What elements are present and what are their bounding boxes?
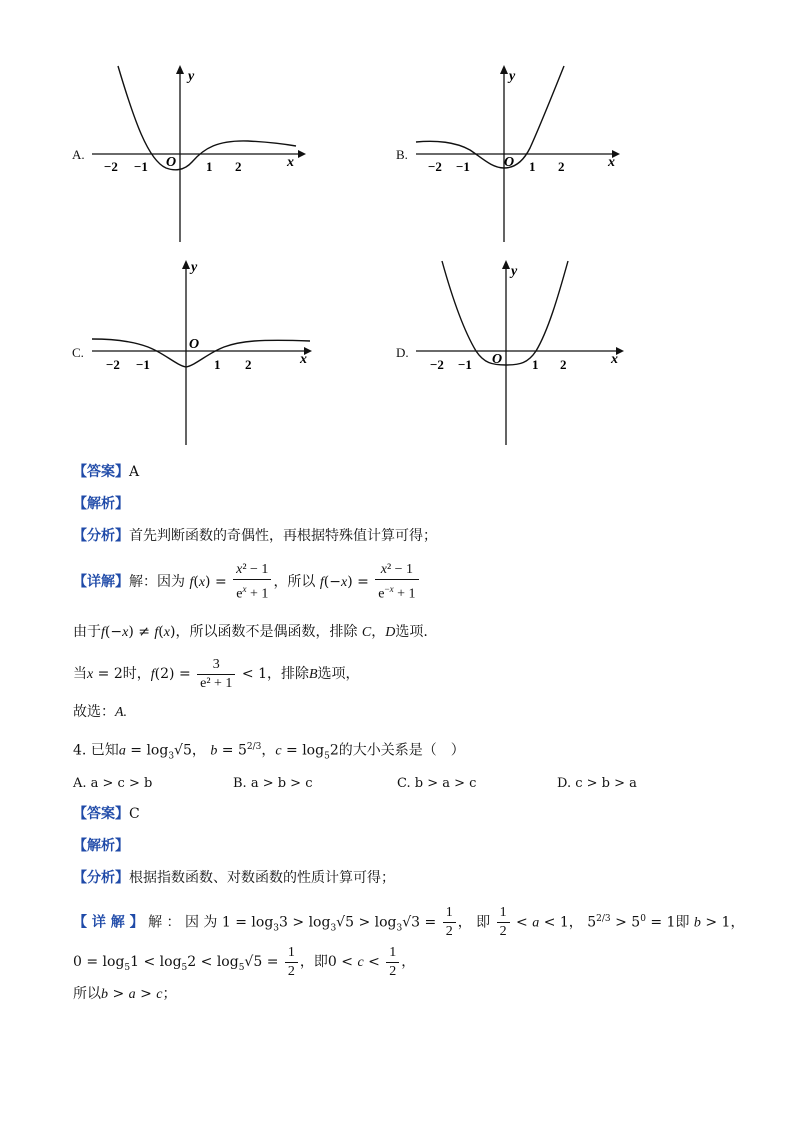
option-b-label: B. <box>396 147 408 162</box>
tick-label: −1 <box>456 159 470 174</box>
answer-value: A <box>129 464 140 480</box>
text: ，排除 <box>266 666 309 682</box>
tick-label: −2 <box>428 159 442 174</box>
text: 选项， <box>317 666 360 682</box>
q4-choices <box>73 774 713 794</box>
origin-label: O <box>492 352 503 367</box>
y-axis-label: y <box>191 260 198 275</box>
graph-option-c <box>88 255 318 450</box>
text: 由于 <box>73 624 101 640</box>
xiangjie-tag: 【 详 解 】 <box>73 914 144 931</box>
option-c-label: C. <box>72 345 84 360</box>
choice-d[interactable]: D. c > b > a <box>557 776 637 791</box>
origin-label: O <box>189 337 200 352</box>
x-axis-label: x <box>300 352 307 367</box>
x-axis-label: x <box>611 352 618 367</box>
xiangjie-text-2: ，所以 <box>273 574 316 590</box>
xiangjie-tag: 【详解】 <box>73 574 129 590</box>
xiangjie-text: 解：因为 <box>129 574 185 590</box>
origin-label: O <box>504 155 515 170</box>
text: 故选： <box>73 704 115 720</box>
tick-label: 2 <box>558 159 565 174</box>
q4-fenxi <box>73 868 395 888</box>
text: ，所以函数不是偶函数，排除 <box>175 624 358 640</box>
answer-tag: 【答案】 <box>73 806 129 822</box>
q4-answer <box>73 804 140 824</box>
fraction: $\frac{1}{2}$ <box>443 904 456 941</box>
q3-analysis-heading <box>73 494 129 514</box>
tick-label: 1 <box>206 159 213 174</box>
option-a-label: A. <box>72 147 85 162</box>
tick-label: 1 <box>214 357 221 372</box>
fraction: $\frac{\text{x² − 1}}{e^{-x} + 1}$ <box>375 561 418 604</box>
q4-xiangjie: 【 详 解 】 解 ： 因 为 $1 = \log_33 > \log_3√5 > \log_3√3$ = $\frac{1}{2}$ ， 即 $\frac{1}{2}$ < a < 1， $5^{2/3} > 5^0 = 1$即 b > 1， <box>73 905 745 940</box>
choice-a[interactable]: A. a > c > b <box>73 776 153 791</box>
graph-option-a <box>88 60 308 250</box>
y-axis-label: y <box>188 69 195 84</box>
tick-label: 2 <box>560 357 567 372</box>
text: 的大小关系是（ ） <box>338 742 465 759</box>
tick-label: −1 <box>134 159 148 174</box>
graph-option-b <box>412 60 632 250</box>
fenxi-text: 根据指数函数、对数函数的性质计算可得； <box>129 870 395 886</box>
x-axis-label: x <box>608 155 615 170</box>
analysis-tag: 【解析】 <box>73 496 129 512</box>
answer-value: C <box>129 806 140 822</box>
q3-xiangjie: 【详解】解：因为 f(x) = $\frac{\text{x² − 1}}{e^x + 1}$ ，所以 f(−x) = $\frac{\text{x² − 1}}{e^{-x} + 1}$ <box>73 560 421 605</box>
tick-label: 2 <box>245 357 252 372</box>
choice-b[interactable]: B. a > b > c <box>233 776 313 791</box>
q4-xiangjie-2: $0 = \log_51 < \log_52 < \log_5√5$ = $\frac{1}{2}$ ，即0 < c < $\frac{1}{2}$ ， <box>73 944 416 979</box>
text: ， 即 <box>457 914 491 931</box>
fenxi-tag: 【分析】 <box>73 870 129 886</box>
fraction: $\frac{1}{2}$ <box>285 944 298 981</box>
q3-parity-line: 由于f(−x) ≠ f(x)，所以函数不是偶函数，排除 C，D选项. <box>73 624 428 640</box>
x-axis-label: x <box>287 155 294 170</box>
fraction: $\frac{\text{x² − 1}}{e^x + 1}$ <box>233 561 271 604</box>
text: ，即 <box>299 954 328 970</box>
formula-fx: f <box>189 575 194 590</box>
q4-analysis-heading <box>73 836 129 856</box>
q4-stem: 4. 已知$a = \log_3√5$， $b = 5^{2/3}$，$c = \log_52$的大小关系是（ ） <box>73 742 465 762</box>
tick-label: −2 <box>104 159 118 174</box>
fraction: $\frac{3}{\text{e² + 1}}$ <box>197 656 235 693</box>
choice-c[interactable]: C. b > a > c <box>397 776 477 791</box>
q4-conclusion: 所以b > a > c； <box>73 986 177 1002</box>
q3-answer <box>73 462 139 482</box>
q3-conclusion <box>73 702 127 723</box>
tick-label: −1 <box>458 357 472 372</box>
tick-label: −1 <box>136 357 150 372</box>
fraction: $\frac{1}{2}$ <box>386 944 399 981</box>
xiangjie-text: 解 ： 因 为 <box>148 914 218 931</box>
answer-letter: A. <box>115 705 128 720</box>
text: 4. 已知 <box>73 742 119 759</box>
text: 所以 <box>73 986 101 1002</box>
text: 选项. <box>395 624 428 640</box>
text: 时， <box>122 666 151 682</box>
text: 当 <box>73 666 87 682</box>
tick-label: −2 <box>430 357 444 372</box>
tick-label: 1 <box>532 357 539 372</box>
text: 即 <box>675 914 690 931</box>
q3-fenxi <box>73 526 437 546</box>
y-axis-label: y <box>509 69 516 84</box>
answer-tag: 【答案】 <box>73 464 129 480</box>
q3-value-line: 当x = 2时，f(2) = $\frac{3}{\text{e² + 1}}$ < 1，排除B选项， <box>73 656 360 691</box>
fenxi-text: 首先判断函数的奇偶性，再根据特殊值计算可得； <box>129 528 437 544</box>
fenxi-tag: 【分析】 <box>73 528 129 544</box>
option-d-label: D. <box>396 345 409 360</box>
graph-option-d <box>412 255 632 450</box>
origin-label: O <box>166 155 177 170</box>
tick-label: 2 <box>235 159 242 174</box>
tick-label: 1 <box>529 159 536 174</box>
fraction: $\frac{1}{2}$ <box>497 904 510 941</box>
analysis-tag: 【解析】 <box>73 838 129 854</box>
tick-label: −2 <box>106 357 120 372</box>
y-axis-label: y <box>511 264 518 279</box>
